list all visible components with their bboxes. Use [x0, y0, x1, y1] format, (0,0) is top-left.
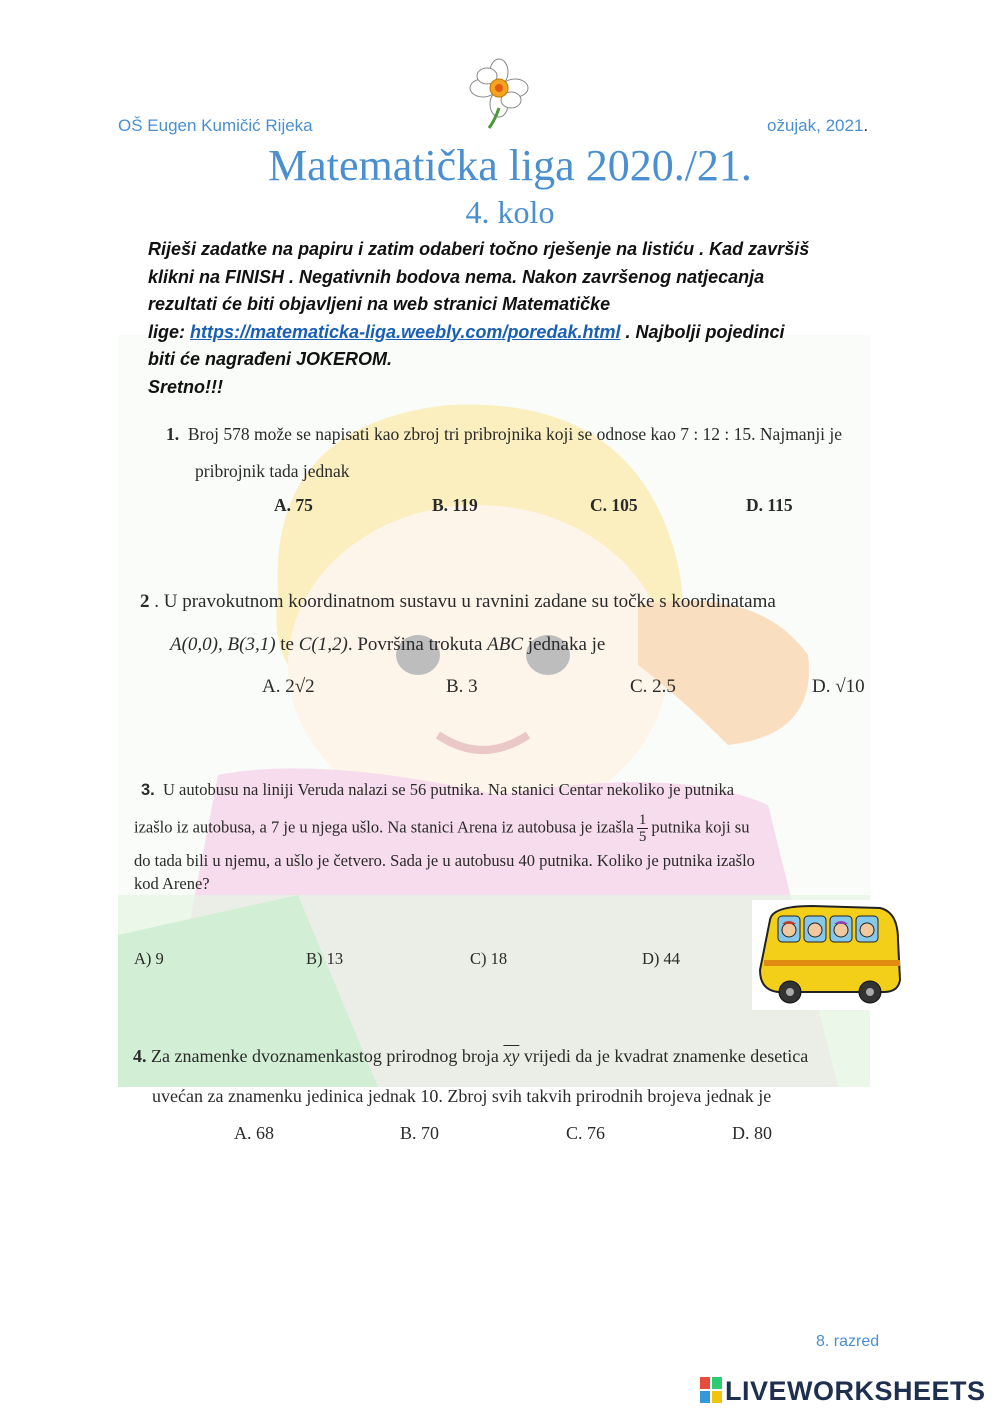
question-1-line-1: [166, 424, 842, 445]
question-text: jednaka je: [523, 634, 606, 655]
grade-label: 8. razred: [816, 1333, 880, 1350]
brand-text: LIVEWORKSHEETS: [725, 1376, 986, 1406]
date-dot: .: [863, 116, 869, 135]
liveworksheets-logo-icon: [700, 1377, 722, 1403]
question-text: Za znamenke dvoznamenkastog prirodnog broja: [151, 1046, 504, 1066]
question-text: putnika koji su: [651, 817, 750, 837]
instructions-text: lige:: [148, 321, 191, 342]
question-number: 3.: [141, 781, 155, 799]
question-3-line-3: do tada bili u njemu, a ušlo je četvero. Sada je u autobusu 40 putnika. Koliko je putnika izašlo: [134, 851, 755, 870]
q2-option-d[interactable]: D. √10: [812, 676, 865, 697]
instructions-line: Riješi zadatke na papiru i zatim odaberi točno rješenje na listiću . Kad završiš: [148, 239, 810, 259]
question-3-line-4: kod Arene?: [134, 874, 210, 893]
q1-option-d[interactable]: D. 115: [746, 495, 793, 515]
q3-option-a[interactable]: A) 9: [134, 949, 164, 968]
q1-option-b[interactable]: B. 119: [432, 495, 478, 515]
instructions-line: klikni na FINISH . Negativnih bodova nema. Nakon završenog natjecanja: [148, 266, 765, 287]
question-1-line-2: pribrojnik tada jednak: [195, 461, 350, 481]
question-4-line-2: uvećan za znamenku jedinica jednak 10. Zbroj svih takvih prirodnih brojeva jednak je: [152, 1086, 772, 1106]
math-text: C(1,2): [298, 634, 348, 655]
question-3-line-2: [134, 812, 749, 845]
fraction-denominator: 5: [638, 829, 647, 845]
q4-option-a[interactable]: A. 68: [234, 1123, 274, 1143]
daffodil-icon: [465, 58, 533, 130]
date: [767, 116, 868, 136]
question-number: 4.: [133, 1046, 147, 1066]
math-text: $\overline{xy}$: [503, 1046, 520, 1066]
fraction-numerator: 1: [638, 812, 647, 828]
instructions-text: . Najbolji pojedinci: [620, 321, 785, 342]
question-3-line-1: [141, 780, 734, 800]
page-title: Matematička liga 2020./21.: [268, 141, 752, 190]
question-number: 2: [140, 591, 150, 612]
question-text: Broj 578 može se napisati kao zbroj tri pribrojnika koji se odnose kao 7 : 12 : 15. Najmanji je: [187, 424, 843, 444]
q3-option-b[interactable]: B) 13: [306, 949, 344, 968]
q1-option-c[interactable]: C. 105: [590, 495, 638, 515]
fraction-one-fifth: [637, 812, 649, 845]
math-text: A(0,0), B(3,1): [170, 634, 276, 655]
q3-option-d[interactable]: D) 44: [642, 949, 681, 968]
question-number: 1.: [166, 424, 180, 444]
instructions-line: Sretno!!!: [148, 376, 223, 397]
question-2-line-2: [170, 634, 605, 656]
instructions-line: biti će nagrađeni JOKEROM.: [148, 349, 393, 369]
question-text: . U pravokutnom koordinatnom sustavu u ravnini zadane su točke s koordinatama: [149, 591, 776, 612]
q4-option-c[interactable]: C. 76: [566, 1123, 606, 1143]
results-link[interactable]: https://matematicka-liga.weebly.com/poredak.html: [190, 321, 621, 342]
question-text: U autobusu na liniji Veruda nalazi se 56 putnika. Na stanici Centar nekoliko je putnika: [163, 780, 735, 799]
q1-option-a[interactable]: A. 75: [274, 495, 313, 515]
liveworksheets-logo[interactable]: [700, 1376, 986, 1407]
instructions: [148, 236, 878, 401]
school-bus-picture: [752, 900, 908, 1010]
question-2-line-1: [140, 591, 776, 613]
q2-option-c[interactable]: C. 2.5: [630, 676, 676, 697]
school-name: OŠ Eugen Kumičić Rijeka: [118, 116, 313, 135]
q4-option-d[interactable]: D. 80: [732, 1123, 772, 1143]
q2-option-a[interactable]: A. 2√2: [262, 676, 315, 697]
q3-option-c[interactable]: C) 18: [470, 949, 508, 968]
question-text: . Površina trokuta: [347, 634, 488, 655]
question-text: izašlo iz autobusa, a 7 je u njega ušlo. Na stanici Arena iz autobusa je izašla: [134, 817, 634, 837]
q2-option-b[interactable]: B. 3: [446, 676, 478, 697]
instructions-line: rezultati će biti objavljeni na web stranici Matematičke: [148, 294, 611, 314]
date-text: ožujak, 2021: [767, 116, 864, 135]
round-subtitle: 4. kolo: [465, 194, 555, 230]
math-text: ABC: [487, 634, 524, 655]
question-text: te: [275, 634, 299, 655]
q4-option-b[interactable]: B. 70: [400, 1123, 440, 1143]
instructions-line: [148, 319, 878, 347]
question-text: vrijedi da je kvadrat znamenke desetica: [519, 1046, 809, 1066]
question-4-line-1: [133, 1046, 808, 1067]
